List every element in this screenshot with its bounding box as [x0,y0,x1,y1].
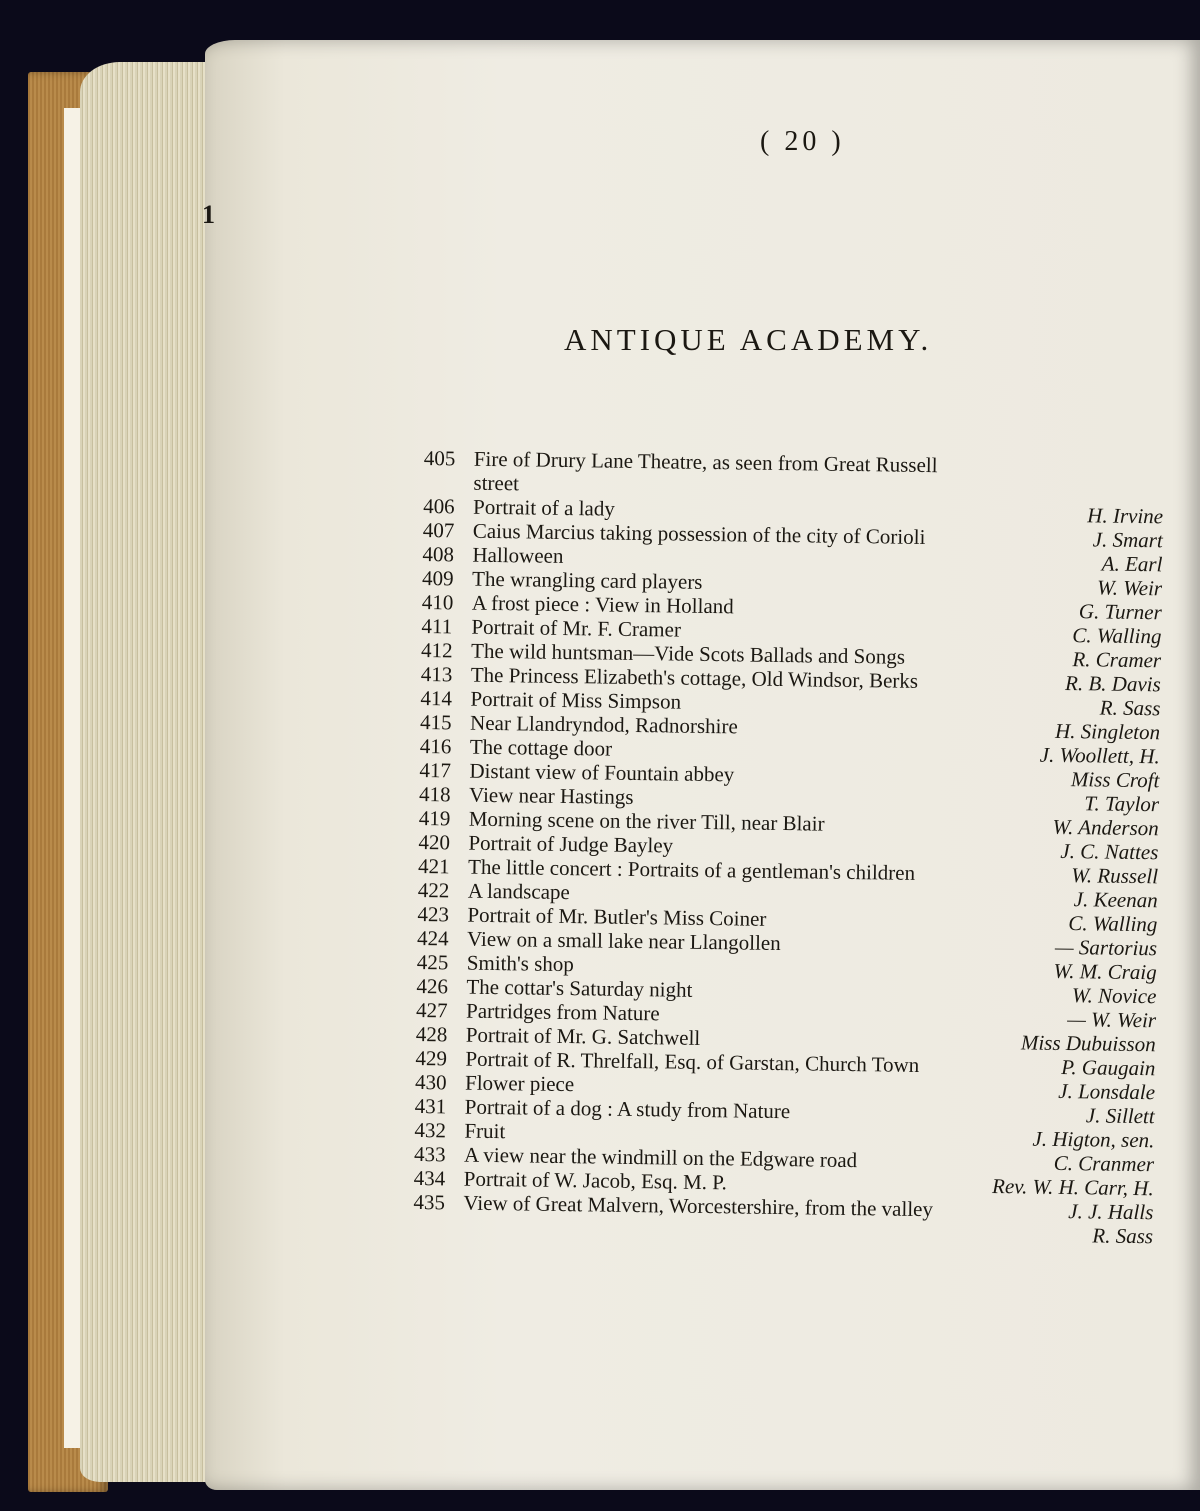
entry-number: 417 [419,757,452,783]
entry-artist: J. Keenan [1073,887,1158,913]
entry-artist: J. Woollett, H. [1039,742,1160,769]
entry-title: Flower piece [464,1070,575,1097]
entry-number: 418 [418,781,451,807]
entry-artist: W. M. Craig [1053,958,1157,985]
entry-title: Portrait of a dog : A study from Nature [464,1094,791,1124]
entry-artist: W. Russell [1071,863,1159,889]
page-number: ( 20 ) [760,126,845,157]
entry-artist: H. Irvine [1087,503,1164,529]
entry-title: Caius Marcius taking possession of the city of Corioli [472,518,926,550]
entry-artist: C. Walling [1072,623,1162,649]
entry-artist: G. Turner [1078,599,1162,625]
entry-number: 406 [422,493,455,519]
catalogue-list [413,446,1164,1248]
entry-number: 422 [417,877,450,903]
entry-artist: J. Sillett [1085,1103,1155,1129]
entry-artist: W. Weir [1096,575,1163,601]
entry-artist: — W. Weir [1067,1007,1157,1033]
entry-number: 415 [419,709,452,735]
entry-title: Portrait of Judge Bayley [468,830,674,858]
entry-title: Portrait of Mr. Butler's Miss Coiner [467,902,767,931]
entry-number: 405 [423,446,456,471]
entry-title: The cottage door [469,734,613,761]
page-edges [80,62,220,1482]
entry-number: 434 [413,1165,446,1191]
entry-title: Portrait of Mr. G. Satchwell [465,1022,701,1050]
entry-artist: J. J. Halls [1068,1199,1154,1225]
entry-title: Portrait of W. Jacob, Esq. M. P. [463,1166,728,1195]
entry-artist: H. Singleton [1054,718,1161,745]
entry-number: 435 [413,1189,446,1215]
entry-number: 423 [417,901,450,927]
entry-title: Fire of Drury Lane Theatre, as seen from Great Russell [473,446,938,478]
entry-artist: C. Walling [1068,911,1158,937]
entry-artist: R. Sass [1099,695,1161,721]
entry-title: The Princess Elizabeth's cottage, Old Windsor, Berks [470,662,919,693]
entry-number: 410 [421,589,454,615]
entry-number: 411 [421,613,453,639]
entry-number: 421 [417,853,450,879]
entry-number: 424 [416,925,449,951]
entry-title: Fruit [464,1118,506,1144]
entry-artist: J. Smart [1092,527,1163,553]
entry-title: View on a small lake near Llangollen [466,926,781,956]
entry-title: A frost piece : View in Holland [471,590,734,619]
entry-title: Partridges from Nature [465,998,660,1026]
entry-artist: J. Higton, sen. [1032,1126,1155,1153]
entry-number: 430 [414,1069,447,1095]
entry-artist: R. Cramer [1072,647,1162,673]
entry-number: 433 [413,1141,446,1167]
entry-title: Halloween [472,542,564,568]
entry-number: 431 [414,1093,447,1119]
entry-number: 428 [415,1021,448,1047]
entry-artist: Miss Dubuisson [1020,1030,1156,1057]
entry-artist: Miss Croft [1070,767,1160,793]
entry-artist: T. Taylor [1084,791,1160,817]
entry-title: Portrait of Miss Simpson [470,686,682,714]
entry-title: Distant view of Fountain abbey [469,758,735,787]
entry-artist: W. Anderson [1052,814,1159,841]
entry-artist: J. Lonsdale [1058,1078,1156,1105]
entry-title: Near Llandryndod, Radnorshire [469,710,738,739]
entry-title: The wrangling card players [471,566,703,594]
entry-number: 420 [418,829,451,855]
entry-artist: W. Novice [1071,983,1157,1009]
entry-artist: C. Cranmer [1053,1150,1155,1177]
entry-title: The cottar's Saturday night [466,974,693,1002]
entry-title: A view near the windmill on the Edgware road [463,1142,858,1173]
entry-artist: J. C. Nattes [1060,838,1159,865]
entry-title: A landscape [467,878,571,905]
entry-number: 426 [416,973,449,999]
entry-artist: R. B. Davis [1064,670,1161,697]
entry-title: Morning scene on the river Till, near Blair [468,806,825,836]
entry-title: View near Hastings [468,782,634,809]
entry-number: 409 [421,565,454,591]
entry-number: 407 [422,517,455,543]
entry-title: The little concert : Portraits of a gentleman's children [467,854,916,885]
entry-artist: R. Sass [1092,1223,1154,1249]
margin-mark: 1 [202,200,215,229]
entry-number: 414 [420,685,453,711]
entry-number: 429 [415,1045,448,1071]
section-title: ANTIQUE ACADEMY. [564,322,933,357]
entry-title: The wild huntsman—Vide Scots Ballads and Songs [470,638,906,669]
entry-number: 432 [414,1117,447,1143]
entry-artist: — Sartorius [1054,934,1158,961]
entry-artist: A. Earl [1101,551,1163,577]
entry-title: Smith's shop [466,950,575,977]
entry-number: 408 [422,541,455,567]
entry-artist: P. Gaugain [1061,1054,1156,1081]
entry-number: 412 [420,637,453,663]
entry-title: Portrait of a lady [472,494,616,521]
entry-number: 427 [415,997,448,1023]
entry-artist: Rev. W. H. Carr, H. [991,1174,1154,1201]
entry-number: 413 [420,661,453,687]
entry-title: Portrait of Mr. F. Cramer [471,614,682,642]
entry-number: 419 [418,805,451,831]
entry-title: street [473,470,520,496]
entry-title: Portrait of R. Threlfall, Esq. of Garstan, Church Town [465,1046,920,1077]
entry-number: 425 [416,949,449,975]
entry-title: View of Great Malvern, Worcestershire, from the valley [463,1190,934,1222]
entry-number: 416 [419,733,452,759]
